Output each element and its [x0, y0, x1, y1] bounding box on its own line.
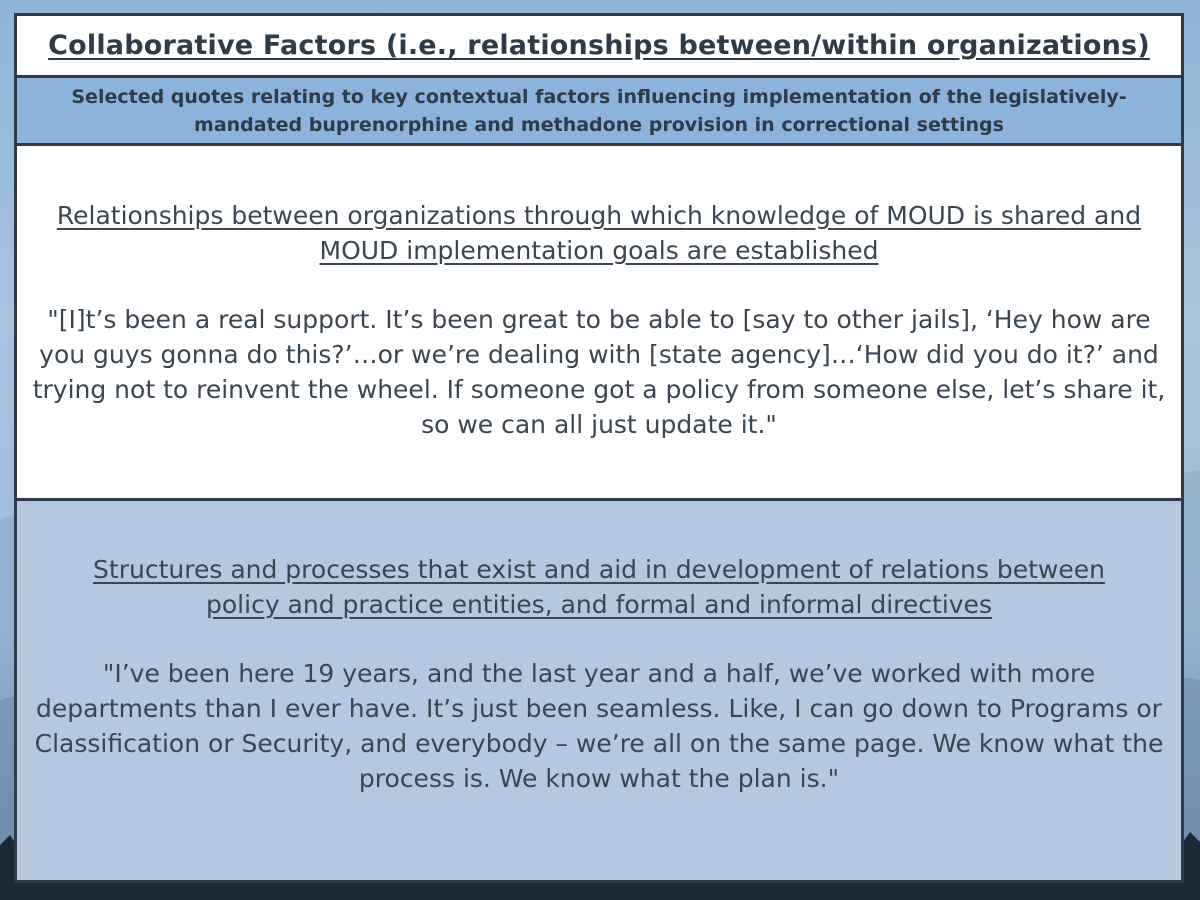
section-heading: Relationships between organizations through which knowledge of MOUD is shared and MOUD implementation goals are established [56, 201, 1142, 265]
slide-title: Collaborative Factors (i.e., relationships between/within organizations) [48, 30, 1150, 61]
section-quote: "[I]t’s been a real support. It’s been great to be able to [say to other jails], ‘Hey how are you guys gonna do this?’…or we’re dealing with [state agency]…‘How did you do it?’ and trying not to reinvent the wheel. If someone got a policy from someone else, let’s share it, so we can all just update it." [32, 305, 1166, 439]
subtitle-bar [17, 78, 1181, 146]
slide-frame [14, 13, 1184, 883]
title-bar [17, 16, 1181, 78]
section-organizational-relationships [17, 146, 1181, 501]
slide-subtitle: Selected quotes relating to key contextual factors influencing implementation of the legislatively-mandated buprenorphine and methadone provision in correctional settings [71, 85, 1127, 136]
section-heading: Structures and processes that exist and aid in development of relations between policy and practice entities, and formal and informal directives [93, 555, 1105, 619]
section-structures-processes [17, 501, 1181, 880]
section-quote: "I’ve been here 19 years, and the last year and a half, we’ve worked with more departments than I ever have. It’s just been seamless. Like, I can go down to Programs or Classification or Security, and everybody – we’re all on the same page. We know what the process is. We know what the plan is." [34, 659, 1164, 793]
